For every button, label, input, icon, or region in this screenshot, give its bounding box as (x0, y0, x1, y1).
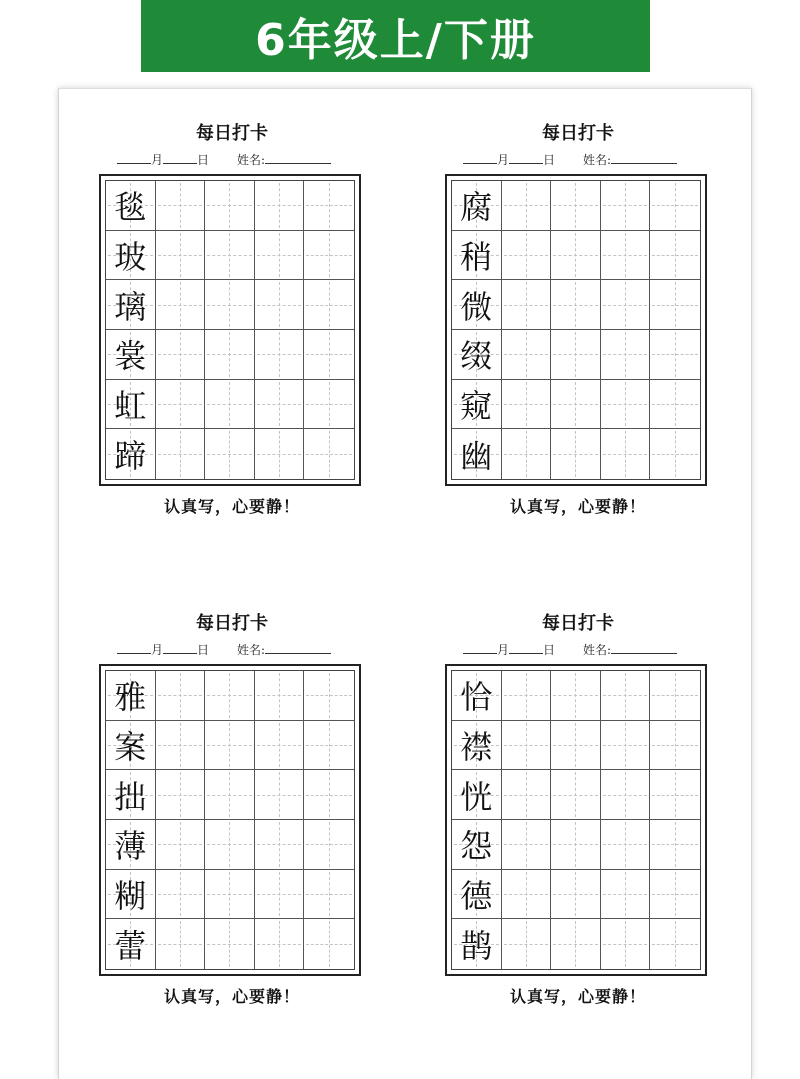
model-char-cell (106, 671, 156, 721)
day-label: 日 (543, 643, 556, 657)
model-character: 鹊 (460, 927, 493, 966)
card-title: 每日打卡 (542, 613, 614, 634)
practice-cell[interactable] (502, 721, 552, 771)
model-character: 案 (114, 727, 147, 766)
motto-text: 认真写，心要静！ (509, 497, 646, 516)
practice-cell[interactable] (502, 429, 552, 479)
name-blank[interactable] (265, 641, 331, 654)
practice-cell[interactable] (156, 280, 206, 330)
model-char-cell (106, 181, 156, 231)
practice-cell[interactable] (650, 770, 700, 820)
practice-cell[interactable] (304, 671, 354, 721)
name-label: 姓名: (237, 153, 266, 167)
model-character: 恰 (460, 678, 493, 717)
practice-cell[interactable] (551, 429, 601, 479)
name-label: 姓名: (583, 643, 612, 657)
practice-cell[interactable] (551, 181, 601, 231)
practice-cell[interactable] (601, 231, 651, 281)
day-blank[interactable] (509, 641, 543, 654)
card-title: 每日打卡 (196, 613, 268, 634)
day-label: 日 (197, 643, 210, 657)
practice-cell[interactable] (255, 330, 305, 380)
practice-cell[interactable] (156, 380, 206, 430)
practice-cell[interactable] (304, 721, 354, 771)
month-blank[interactable] (463, 641, 497, 654)
practice-cell[interactable] (156, 429, 206, 479)
practice-cell[interactable] (255, 870, 305, 920)
writing-grid-frame (445, 174, 707, 486)
practice-cell[interactable] (551, 820, 601, 870)
date-name-line (463, 641, 713, 661)
name-blank[interactable] (265, 151, 331, 164)
practice-cell[interactable] (601, 280, 651, 330)
model-character: 窥 (460, 386, 493, 425)
model-char-cell (106, 231, 156, 281)
practice-cell[interactable] (601, 380, 651, 430)
practice-cell[interactable] (650, 820, 700, 870)
practice-cell[interactable] (255, 820, 305, 870)
practice-cell[interactable] (601, 181, 651, 231)
card-title: 每日打卡 (542, 123, 614, 144)
model-char-cell (452, 330, 502, 380)
practice-cell[interactable] (156, 919, 206, 969)
practice-cell[interactable] (650, 870, 700, 920)
practice-cell[interactable] (551, 919, 601, 969)
practice-cell[interactable] (304, 181, 354, 231)
month-label: 月 (151, 153, 164, 167)
month-blank[interactable] (463, 151, 497, 164)
practice-cell[interactable] (205, 820, 255, 870)
model-char-cell (452, 380, 502, 430)
day-blank[interactable] (163, 151, 197, 164)
day-label: 日 (197, 153, 210, 167)
practice-cell[interactable] (156, 231, 206, 281)
practice-cell[interactable] (650, 429, 700, 479)
practice-cell[interactable] (650, 330, 700, 380)
practice-cell[interactable] (502, 919, 552, 969)
practice-cell[interactable] (255, 919, 305, 969)
practice-cell[interactable] (255, 231, 305, 281)
writing-grid-frame (99, 174, 361, 486)
practice-cell[interactable] (205, 770, 255, 820)
card-title: 每日打卡 (196, 123, 268, 144)
model-character: 怨 (460, 827, 493, 866)
practice-cell[interactable] (551, 280, 601, 330)
practice-cell[interactable] (650, 671, 700, 721)
practice-cell[interactable] (304, 870, 354, 920)
practice-cell[interactable] (551, 330, 601, 380)
practice-cell[interactable] (551, 671, 601, 721)
model-character: 缀 (460, 337, 493, 376)
practice-cell[interactable] (205, 919, 255, 969)
model-character: 糊 (114, 876, 147, 915)
practice-cell[interactable] (255, 721, 305, 771)
practice-cell[interactable] (502, 671, 552, 721)
practice-cell[interactable] (304, 770, 354, 820)
practice-cell[interactable] (304, 429, 354, 479)
practice-cell[interactable] (304, 231, 354, 281)
date-name-line (117, 151, 367, 171)
model-char-cell (452, 671, 502, 721)
model-char-cell (106, 919, 156, 969)
practice-cell[interactable] (502, 870, 552, 920)
month-blank[interactable] (117, 641, 151, 654)
model-char-cell (452, 721, 502, 771)
practice-cell[interactable] (551, 721, 601, 771)
model-char-cell (106, 870, 156, 920)
model-character: 腐 (460, 188, 493, 227)
practice-cell[interactable] (551, 231, 601, 281)
model-char-cell (452, 770, 502, 820)
model-character: 拙 (114, 777, 147, 816)
month-label: 月 (497, 643, 510, 657)
practice-cell[interactable] (304, 280, 354, 330)
day-blank[interactable] (509, 151, 543, 164)
model-char-cell (452, 870, 502, 920)
writing-grid (105, 180, 355, 480)
practice-cell[interactable] (601, 330, 651, 380)
practice-cell[interactable] (156, 820, 206, 870)
model-char-cell (106, 330, 156, 380)
practice-cell[interactable] (601, 671, 651, 721)
motto-text: 认真写，心要静！ (163, 497, 300, 516)
model-character: 德 (460, 876, 493, 915)
practice-cell[interactable] (650, 721, 700, 771)
writing-grid (451, 670, 701, 970)
writing-grid (451, 180, 701, 480)
practice-cell[interactable] (502, 181, 552, 231)
practice-cell[interactable] (205, 181, 255, 231)
practice-cell[interactable] (601, 429, 651, 479)
practice-cell[interactable] (205, 671, 255, 721)
model-character: 蕾 (114, 927, 147, 966)
day-blank[interactable] (163, 641, 197, 654)
day-label: 日 (543, 153, 556, 167)
model-char-cell (106, 380, 156, 430)
practice-cell[interactable] (650, 231, 700, 281)
name-label: 姓名: (237, 643, 266, 657)
model-character: 虹 (114, 386, 147, 425)
model-char-cell (452, 231, 502, 281)
practice-cell[interactable] (601, 820, 651, 870)
month-blank[interactable] (117, 151, 151, 164)
model-char-cell (452, 919, 502, 969)
practice-cell[interactable] (650, 280, 700, 330)
model-char-cell (106, 721, 156, 771)
model-character: 薄 (114, 827, 147, 866)
month-label: 月 (151, 643, 164, 657)
model-char-cell (106, 429, 156, 479)
practice-cell[interactable] (205, 231, 255, 281)
model-char-cell (452, 181, 502, 231)
practice-cell[interactable] (650, 380, 700, 430)
model-character: 恍 (460, 777, 493, 816)
practice-cell[interactable] (601, 770, 651, 820)
practice-cell[interactable] (156, 721, 206, 771)
practice-cell[interactable] (551, 870, 601, 920)
practice-cell[interactable] (156, 671, 206, 721)
practice-cell[interactable] (205, 721, 255, 771)
practice-sheet (58, 88, 752, 1079)
model-char-cell (106, 820, 156, 870)
name-blank[interactable] (611, 641, 677, 654)
model-char-cell (452, 820, 502, 870)
date-name-line (117, 641, 367, 661)
practice-cell[interactable] (304, 820, 354, 870)
practice-cell[interactable] (502, 770, 552, 820)
practice-cell[interactable] (156, 181, 206, 231)
practice-cell[interactable] (601, 919, 651, 969)
practice-cell[interactable] (304, 919, 354, 969)
practice-cell[interactable] (502, 380, 552, 430)
model-char-cell (452, 280, 502, 330)
practice-cell[interactable] (502, 231, 552, 281)
name-label: 姓名: (583, 153, 612, 167)
writing-grid-frame (99, 664, 361, 976)
motto-text: 认真写，心要静！ (163, 987, 300, 1006)
model-character: 璃 (114, 287, 147, 326)
model-character: 微 (460, 287, 493, 326)
practice-cell[interactable] (255, 429, 305, 479)
practice-cell[interactable] (650, 181, 700, 231)
grade-banner: 6年级上/下册 (141, 0, 650, 72)
model-character: 幽 (460, 437, 493, 476)
practice-cell[interactable] (304, 330, 354, 380)
practice-cell[interactable] (304, 380, 354, 430)
practice-cell[interactable] (601, 870, 651, 920)
practice-cell[interactable] (255, 280, 305, 330)
practice-cell[interactable] (255, 770, 305, 820)
model-character: 裳 (114, 337, 147, 376)
practice-cell[interactable] (156, 870, 206, 920)
writing-grid (105, 670, 355, 970)
date-name-line (463, 151, 713, 171)
model-character: 襟 (460, 727, 493, 766)
model-character: 毯 (114, 188, 147, 227)
practice-cell[interactable] (650, 919, 700, 969)
model-char-cell (106, 280, 156, 330)
practice-cell[interactable] (156, 770, 206, 820)
practice-cell[interactable] (502, 330, 552, 380)
practice-cell[interactable] (551, 380, 601, 430)
practice-cell[interactable] (205, 380, 255, 430)
practice-cell[interactable] (156, 330, 206, 380)
practice-cell[interactable] (205, 429, 255, 479)
practice-cell[interactable] (502, 280, 552, 330)
practice-cell[interactable] (255, 671, 305, 721)
month-label: 月 (497, 153, 510, 167)
name-blank[interactable] (611, 151, 677, 164)
practice-cell[interactable] (205, 870, 255, 920)
practice-cell[interactable] (205, 330, 255, 380)
practice-cell[interactable] (601, 721, 651, 771)
model-char-cell (452, 429, 502, 479)
writing-grid-frame (445, 664, 707, 976)
practice-cell[interactable] (255, 181, 305, 231)
practice-cell[interactable] (551, 770, 601, 820)
practice-cell[interactable] (255, 380, 305, 430)
practice-cell[interactable] (205, 280, 255, 330)
model-character: 玻 (114, 237, 147, 276)
model-character: 稍 (460, 237, 493, 276)
motto-text: 认真写，心要静！ (509, 987, 646, 1006)
model-char-cell (106, 770, 156, 820)
practice-cell[interactable] (502, 820, 552, 870)
model-character: 蹄 (114, 437, 147, 476)
model-character: 雅 (114, 678, 147, 717)
